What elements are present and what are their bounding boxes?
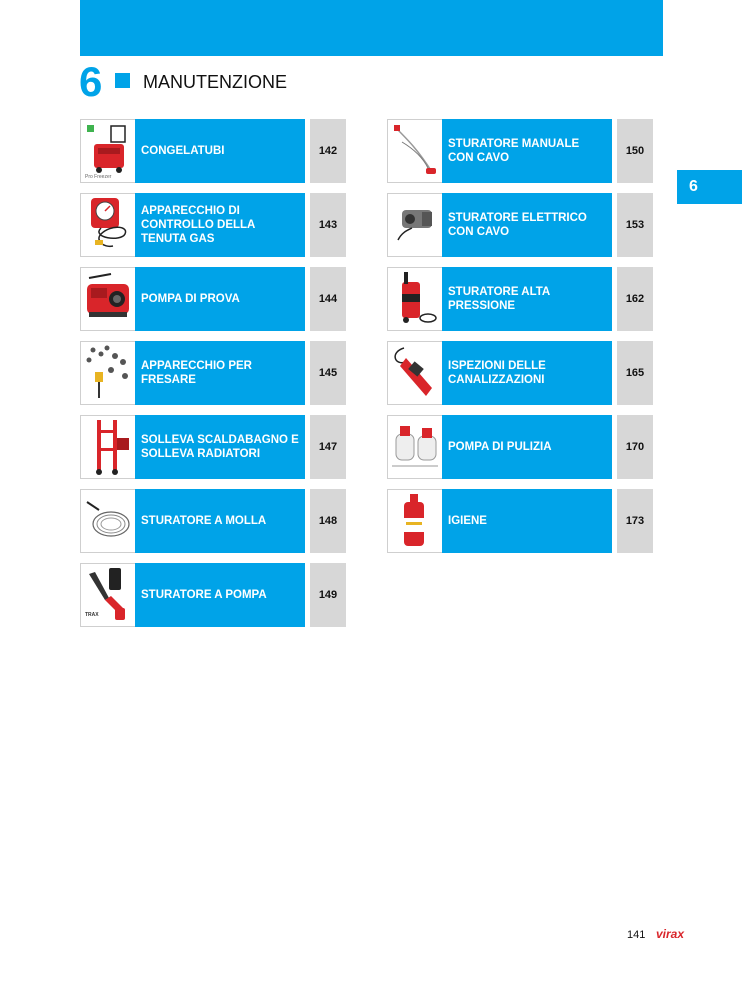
index-entry-sturatore-alta-pressione[interactable] (387, 267, 653, 331)
entry-page-number[interactable]: 142 (310, 119, 346, 183)
entry-page-number[interactable]: 173 (617, 489, 653, 553)
test-pump-icon (80, 267, 136, 331)
entry-label: IGIENE (442, 489, 612, 553)
entry-page-number[interactable]: 149 (310, 563, 346, 627)
thumb-brand-text: TRAX (85, 612, 99, 618)
virax-logo: virax (656, 927, 685, 941)
index-entry-ispezioni-delle-canalizzazioni[interactable] (387, 341, 653, 405)
entry-page-number[interactable]: 162 (617, 267, 653, 331)
chapter-side-tab[interactable]: 6 (677, 170, 742, 204)
index-entry-igiene[interactable] (387, 489, 653, 553)
index-entry-pompa-di-prova[interactable] (80, 267, 346, 331)
entry-page-number[interactable]: 170 (617, 415, 653, 479)
index-entry-apparecchio-controllo-tenuta-gas[interactable] (80, 193, 346, 257)
cleaning-pump-icon (387, 415, 443, 479)
boiler-lifter-icon (80, 415, 136, 479)
chapter-title: MANUTENZIONE (143, 72, 287, 92)
inspection-camera-icon (387, 341, 443, 405)
milling-tool-icon (80, 341, 136, 405)
entry-page-number[interactable]: 145 (310, 341, 346, 405)
entry-label: POMPA DI PULIZIA (442, 415, 612, 479)
entry-label: STURATORE MANUALE CON CAVO (442, 119, 612, 183)
index-entry-sturatore-a-pompa[interactable] (80, 563, 346, 627)
entry-page-number[interactable]: 143 (310, 193, 346, 257)
entry-label: STURATORE A POMPA (135, 563, 305, 627)
header-band (80, 0, 663, 56)
electric-cable-cleaner-icon (387, 193, 443, 257)
entry-label: STURATORE A MOLLA (135, 489, 305, 553)
index-entry-solleva-scaldabagno[interactable] (80, 415, 346, 479)
manual-cable-cleaner-icon (387, 119, 443, 183)
entry-label: STURATORE ALTA PRESSIONE (442, 267, 612, 331)
entry-page-number[interactable]: 165 (617, 341, 653, 405)
entry-label: APPARECCHIO PER FRESARE (135, 341, 305, 405)
spring-drain-cleaner-icon (80, 489, 136, 553)
entry-label: CONGELATUBI (135, 119, 305, 183)
hygiene-product-icon (387, 489, 443, 553)
entry-page-number[interactable]: 144 (310, 267, 346, 331)
entry-page-number[interactable]: 150 (617, 119, 653, 183)
entry-label: APPARECCHIO DI CONTROLLO DELLA TENUTA GAS (135, 193, 305, 257)
chapter-number: 6 (79, 58, 103, 105)
gas-leak-tester-icon (80, 193, 136, 257)
pump-drain-cleaner-icon (80, 563, 136, 627)
index-entry-sturatore-elettrico-con-cavo[interactable] (387, 193, 653, 257)
high-pressure-cleaner-icon (387, 267, 443, 331)
entry-page-number[interactable]: 153 (617, 193, 653, 257)
thumb-brand-text: Pro Freezer (85, 174, 112, 180)
chapter-square (115, 73, 130, 88)
entry-label: SOLLEVA SCALDABAGNO E SOLLEVA RADIATORI (135, 415, 305, 479)
entry-label: POMPA DI PROVA (135, 267, 305, 331)
index-entry-sturatore-a-molla[interactable] (80, 489, 346, 553)
index-entry-pompa-di-pulizia[interactable] (387, 415, 653, 479)
footer-page-number: 141 (627, 929, 646, 941)
entry-page-number[interactable]: 148 (310, 489, 346, 553)
pipe-freezer-icon (80, 119, 136, 183)
index-entry-sturatore-manuale-con-cavo[interactable] (387, 119, 653, 183)
entry-label: ISPEZIONI DELLE CANALIZZAZIONI (442, 341, 612, 405)
index-entry-apparecchio-per-fresare[interactable] (80, 341, 346, 405)
index-entry-congelatubi[interactable] (80, 119, 346, 183)
entry-label: STURATORE ELETTRICO CON CAVO (442, 193, 612, 257)
entry-page-number[interactable]: 147 (310, 415, 346, 479)
